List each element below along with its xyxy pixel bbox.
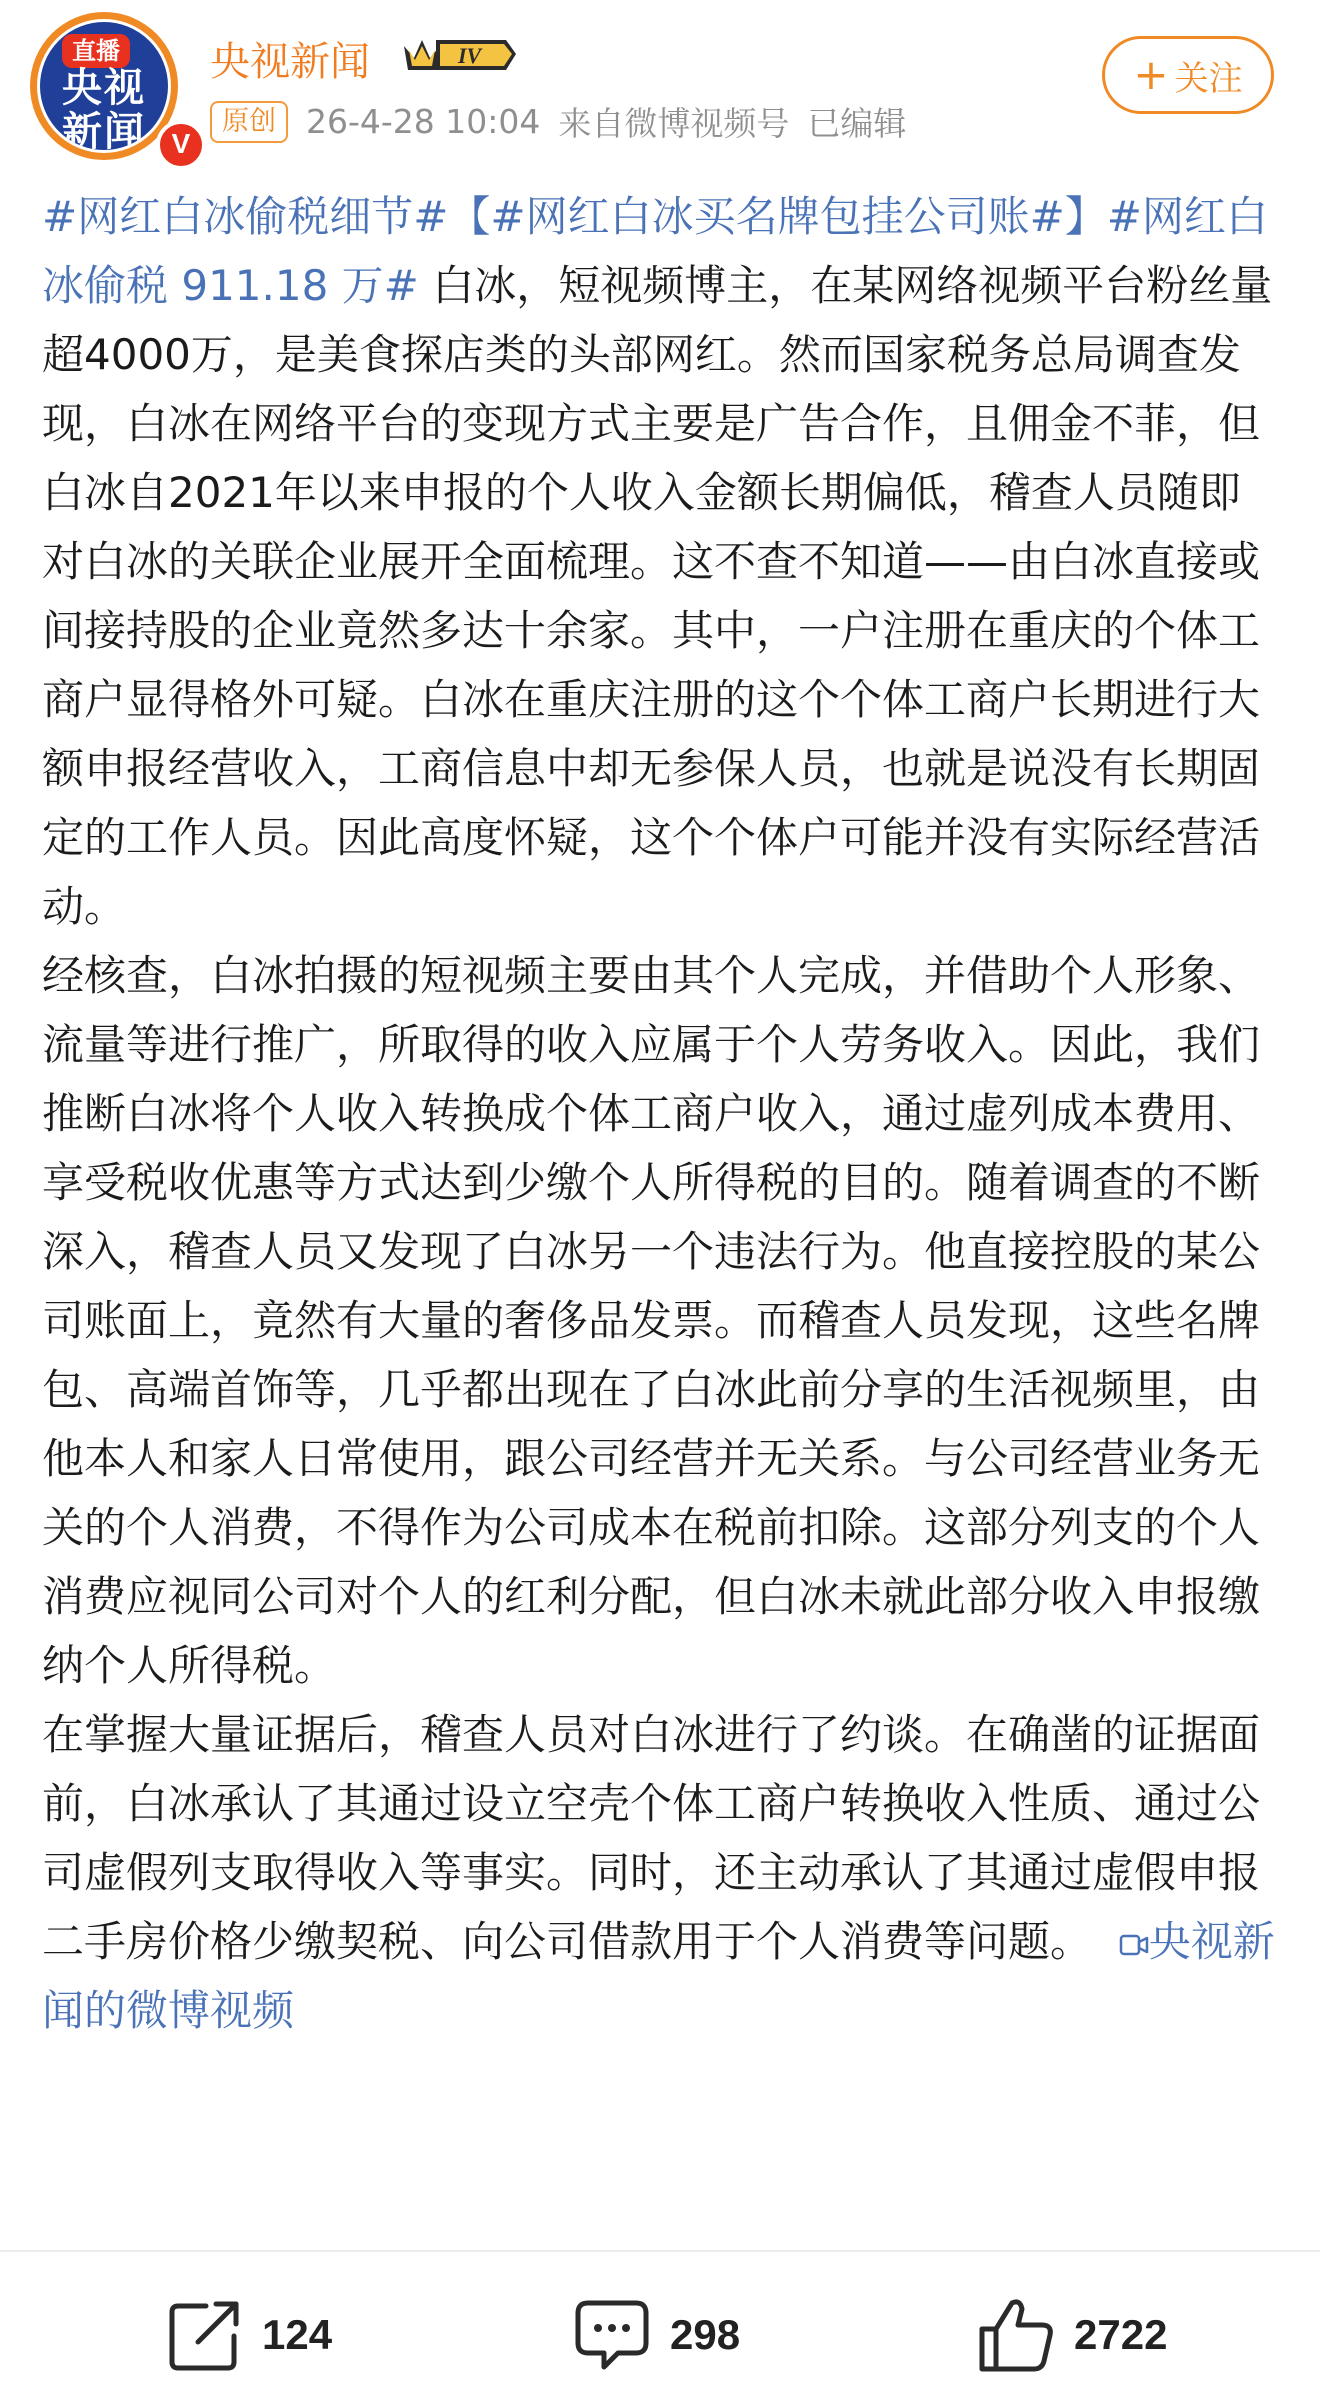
post-content xyxy=(42,182,1282,2045)
post-header xyxy=(0,0,1320,170)
comment-icon xyxy=(572,2295,652,2375)
video-icon xyxy=(1119,1930,1149,1960)
verified-icon: V xyxy=(156,120,206,170)
share-icon xyxy=(166,2296,244,2374)
divider xyxy=(0,2250,1320,2252)
original-badge: 原创 xyxy=(210,101,288,143)
comment-count: 298 xyxy=(670,2311,741,2358)
post-paragraph xyxy=(42,182,1282,941)
action-bar xyxy=(0,2290,1320,2380)
hashtag-link[interactable]: #网红白冰偷税细节# xyxy=(42,192,449,241)
source-link[interactable]: 微博视频号 xyxy=(624,104,790,143)
post-text: 白冰，短视频博主，在某网络视频平台粉丝量超4000万，是美食探店类的头部网红。然而国家税务总局调查发现，白冰在网络平台的变现方式主要是广告合作，且佣金不菲，但白冰自2021年以来申报的个人收入金额长期偏低，稽查人员随即对白冰的关联企业展开全面梳理。这不查不知道——由白冰直接或间接持股的企业竟然多达十余家。其中，一户注册在重庆的个体工商户显得格外可疑。白冰在重庆注册的这个个体工商户长期进行大额申报经营收入，工商信息中却无参保人员，也就是说没有长期固定的工作人员。因此高度怀疑，这个个体户可能并没有实际经营活动。 xyxy=(42,261,1273,931)
avatar[interactable] xyxy=(30,12,191,160)
post-meta xyxy=(210,98,906,145)
avatar-logo xyxy=(37,19,171,153)
post-time: 26-4-28 10:04 xyxy=(306,102,541,141)
edited-label: 已编辑 xyxy=(807,104,907,143)
post-paragraph xyxy=(42,1700,1282,2045)
post-source xyxy=(558,98,789,145)
vip-crown-icon[interactable] xyxy=(400,32,520,76)
repost-button[interactable] xyxy=(166,2290,332,2380)
follow-button[interactable] xyxy=(1102,36,1274,114)
live-badge: 直播 xyxy=(62,34,130,68)
hashtag-link[interactable]: 【#网红白冰买名牌包挂公司账#】 xyxy=(448,192,1107,241)
thumbs-up-icon xyxy=(976,2295,1056,2375)
plus-icon: + xyxy=(1133,50,1169,99)
repost-count: 124 xyxy=(262,2311,333,2358)
comment-button[interactable] xyxy=(572,2290,740,2380)
svg-text:IV: IV xyxy=(458,43,482,68)
post-text: 在掌握大量证据后，稽查人员对白冰进行了约谈。在确凿的证据面前，白冰承认了其通过设立空壳个体工商户转换收入性质、通过公司虚假列支取得收入等事实。同时，还主动承认了其通过虚假申报二手房价格少缴契税、向公司借款用于个人消费等问题。 xyxy=(42,1710,1261,1966)
follow-label: 关注 xyxy=(1174,58,1243,99)
like-button[interactable] xyxy=(976,2290,1167,2380)
hashtag-link[interactable]: #网红白冰偷税 911.18 万# xyxy=(42,192,1268,310)
post-paragraph: 经核查，白冰拍摄的短视频主要由其个人完成，并借助个人形象、流量等进行推广，所取得的收入应属于个人劳务收入。因此，我们推断白冰将个人收入转换成个体工商户收入，通过虚列成本费用、享受税收优惠等方式达到少缴个人所得税的目的。随着调查的不断深入，稽查人员又发现了白冰另一个违法行为。他直接控股的某公司账面上，竟然有大量的奢侈品发票。而稽查人员发现，这些名牌包、高端首饰等，几乎都出现在了白冰此前分享的生活视频里，由他本人和家人日常使用，跟公司经营并无关系。与公司经营业务无关的个人消费，不得作为公司成本在税前扣除。这部分列支的个人消费应视同公司对个人的红利分配，但白冰未就此部分收入申报缴纳个人所得税。 xyxy=(42,951,1261,1690)
avatar-logo-text: 央视新闻 xyxy=(62,65,146,153)
like-count: 2722 xyxy=(1074,2311,1168,2358)
source-prefix: 来自 xyxy=(558,104,625,143)
author-name[interactable]: 央视新闻 xyxy=(210,39,370,85)
video-link-label: 央视新闻的微博视频 xyxy=(42,1917,1275,2035)
